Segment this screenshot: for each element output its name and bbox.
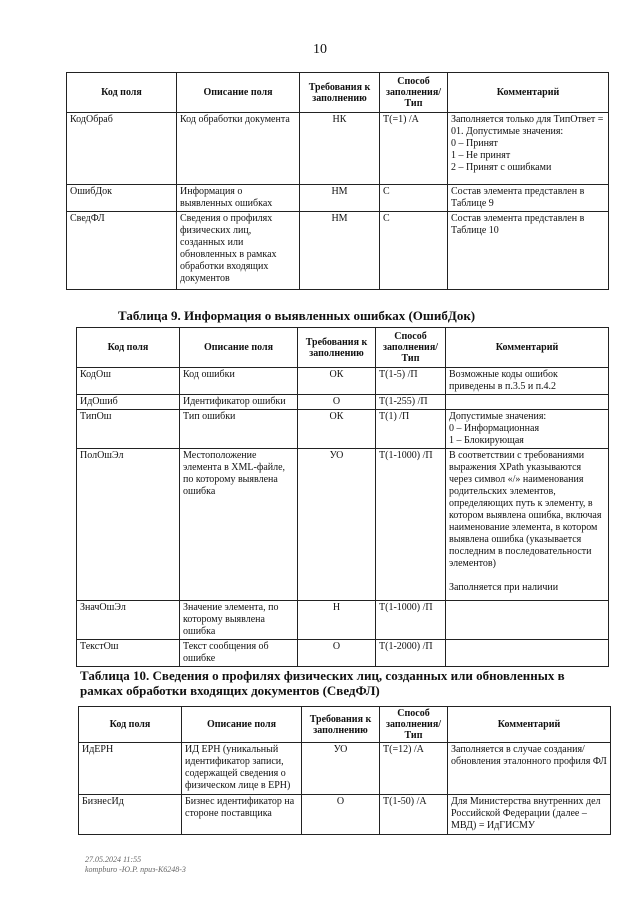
header-description: Описание поля	[177, 73, 300, 113]
cell-description: Код обработки документа	[177, 113, 300, 185]
cell-code: ПолОшЭл	[77, 449, 180, 601]
table-row	[67, 113, 609, 185]
cell-code: ЗначОшЭл	[77, 601, 180, 640]
cell-comment	[446, 601, 609, 640]
cell-code: СведФЛ	[67, 212, 177, 290]
cell-type: Т(1) /П	[376, 410, 446, 449]
cell-requirements: ОК	[298, 410, 376, 449]
cell-requirements: О	[298, 640, 376, 667]
footer-source: kompburo -Ю.Р. приз-К6248-3	[85, 865, 186, 874]
footer-stamp	[85, 855, 186, 875]
table-row	[79, 743, 611, 795]
table10	[78, 706, 611, 835]
header-requirements: Требования к заполнению	[300, 73, 380, 113]
table-row	[77, 640, 609, 667]
header-comment: Комментарий	[448, 707, 611, 743]
cell-requirements: НМ	[300, 185, 380, 212]
cell-comment: Состав элемента представлен в Таблице 9	[448, 185, 609, 212]
table-row	[67, 212, 609, 290]
table-row	[77, 449, 609, 601]
cell-type: Т(1-5) /П	[376, 368, 446, 395]
table-row	[77, 395, 609, 410]
cell-comment: Состав элемента представлен в Таблице 10	[448, 212, 609, 290]
cell-requirements: Н	[298, 601, 376, 640]
cell-type: Т(1-1000) /П	[376, 449, 446, 601]
cell-comment: Заполняется только для ТипОтвет = 01. Допустимые значения: 0 – Принят 1 – Не принят 2 – Принят с ошибками	[448, 113, 609, 185]
cell-description: Идентификатор ошибки	[180, 395, 298, 410]
cell-description: Код ошибки	[180, 368, 298, 395]
fields-table-continuation	[66, 72, 609, 290]
header-code: Код поля	[67, 73, 177, 113]
cell-comment: Возможные коды ошибок приведены в п.3.5 и п.4.2	[446, 368, 609, 395]
cell-type: Т(1-255) /П	[376, 395, 446, 410]
table-row	[79, 795, 611, 835]
cell-code: ТипОш	[77, 410, 180, 449]
cell-comment: Заполняется в случае создания/обновления эталонного профиля ФЛ	[448, 743, 611, 795]
header-row	[79, 707, 611, 743]
cell-code: БизнесИд	[79, 795, 182, 835]
cell-comment: Допустимые значения: 0 – Информационная 1 – Блокирующая	[446, 410, 609, 449]
cell-code: ОшибДок	[67, 185, 177, 212]
table9	[76, 327, 609, 667]
cell-type: Т(1-50) /А	[380, 795, 448, 835]
page-number: 10	[313, 42, 327, 57]
table-row	[67, 185, 609, 212]
cell-requirements: УО	[298, 449, 376, 601]
header-code: Код поля	[77, 328, 180, 368]
table-row	[77, 601, 609, 640]
header-row	[67, 73, 609, 113]
table-row	[77, 368, 609, 395]
header-description: Описание поля	[182, 707, 302, 743]
header-description: Описание поля	[180, 328, 298, 368]
cell-comment: В соответствии с требованиями выражения XPath указываются через символ «/» наименования родительских элементов, определяющих путь к элементу, в котором выявлена ошибка, включая наименование элемента, в котором выявлена ошибка (указывается последним в последовательности элементов) Заполняется при наличии	[446, 449, 609, 601]
cell-type: С	[380, 212, 448, 290]
header-method: Способ заполнения/ Тип	[380, 707, 448, 743]
cell-type: Т(1-2000) /П	[376, 640, 446, 667]
cell-description: ИД ЕРН (уникальный идентификатор записи, содержащей сведения о физическом лице в ЕРН)	[182, 743, 302, 795]
cell-description: Местоположение элемента в XML-файле, по которому выявлена ошибка	[180, 449, 298, 601]
header-comment: Комментарий	[446, 328, 609, 368]
cell-requirements: УО	[302, 743, 380, 795]
header-method: Способ заполнения/ Тип	[376, 328, 446, 368]
cell-requirements: НМ	[300, 212, 380, 290]
cell-description: Информация о выявленных ошибках	[177, 185, 300, 212]
cell-requirements: НК	[300, 113, 380, 185]
cell-comment	[446, 395, 609, 410]
cell-comment	[446, 640, 609, 667]
header-comment: Комментарий	[448, 73, 609, 113]
cell-description: Значение элемента, по которому выявлена ошибка	[180, 601, 298, 640]
cell-requirements: О	[298, 395, 376, 410]
cell-code: КодОбраб	[67, 113, 177, 185]
cell-type: Т(=12) /А	[380, 743, 448, 795]
cell-description: Текст сообщения об ошибке	[180, 640, 298, 667]
footer-date: 27.05.2024 11:55	[85, 855, 142, 864]
cell-requirements: О	[302, 795, 380, 835]
cell-description: Бизнес идентификатор на стороне поставщика	[182, 795, 302, 835]
table9-title: Таблица 9. Информация о выявленных ошибках (ОшибДок)	[118, 308, 476, 323]
table-row	[77, 410, 609, 449]
header-requirements: Требования к заполнению	[298, 328, 376, 368]
cell-type: С	[380, 185, 448, 212]
cell-comment: Для Министерства внутренних дел Российской Федерации (далее – МВД) = ИдГИСМУ	[448, 795, 611, 835]
cell-code: ИдОшиб	[77, 395, 180, 410]
cell-description: Сведения о профилях физических лиц, созданных или обновленных в рамках обработки входящих документов	[177, 212, 300, 290]
cell-requirements: ОК	[298, 368, 376, 395]
cell-type: Т(1-1000) /П	[376, 601, 446, 640]
header-method: Способ заполнения/ Тип	[380, 73, 448, 113]
table10-title: Таблица 10. Сведения о профилях физических лиц, созданных или обновленных в рамках обработки входящих документов (СведФЛ)	[80, 668, 565, 698]
header-row	[77, 328, 609, 368]
header-code: Код поля	[79, 707, 182, 743]
header-requirements: Требования к заполнению	[302, 707, 380, 743]
cell-description: Тип ошибки	[180, 410, 298, 449]
cell-code: КодОш	[77, 368, 180, 395]
cell-code: ИдЕРН	[79, 743, 182, 795]
cell-type: Т(=1) /А	[380, 113, 448, 185]
cell-code: ТекстОш	[77, 640, 180, 667]
